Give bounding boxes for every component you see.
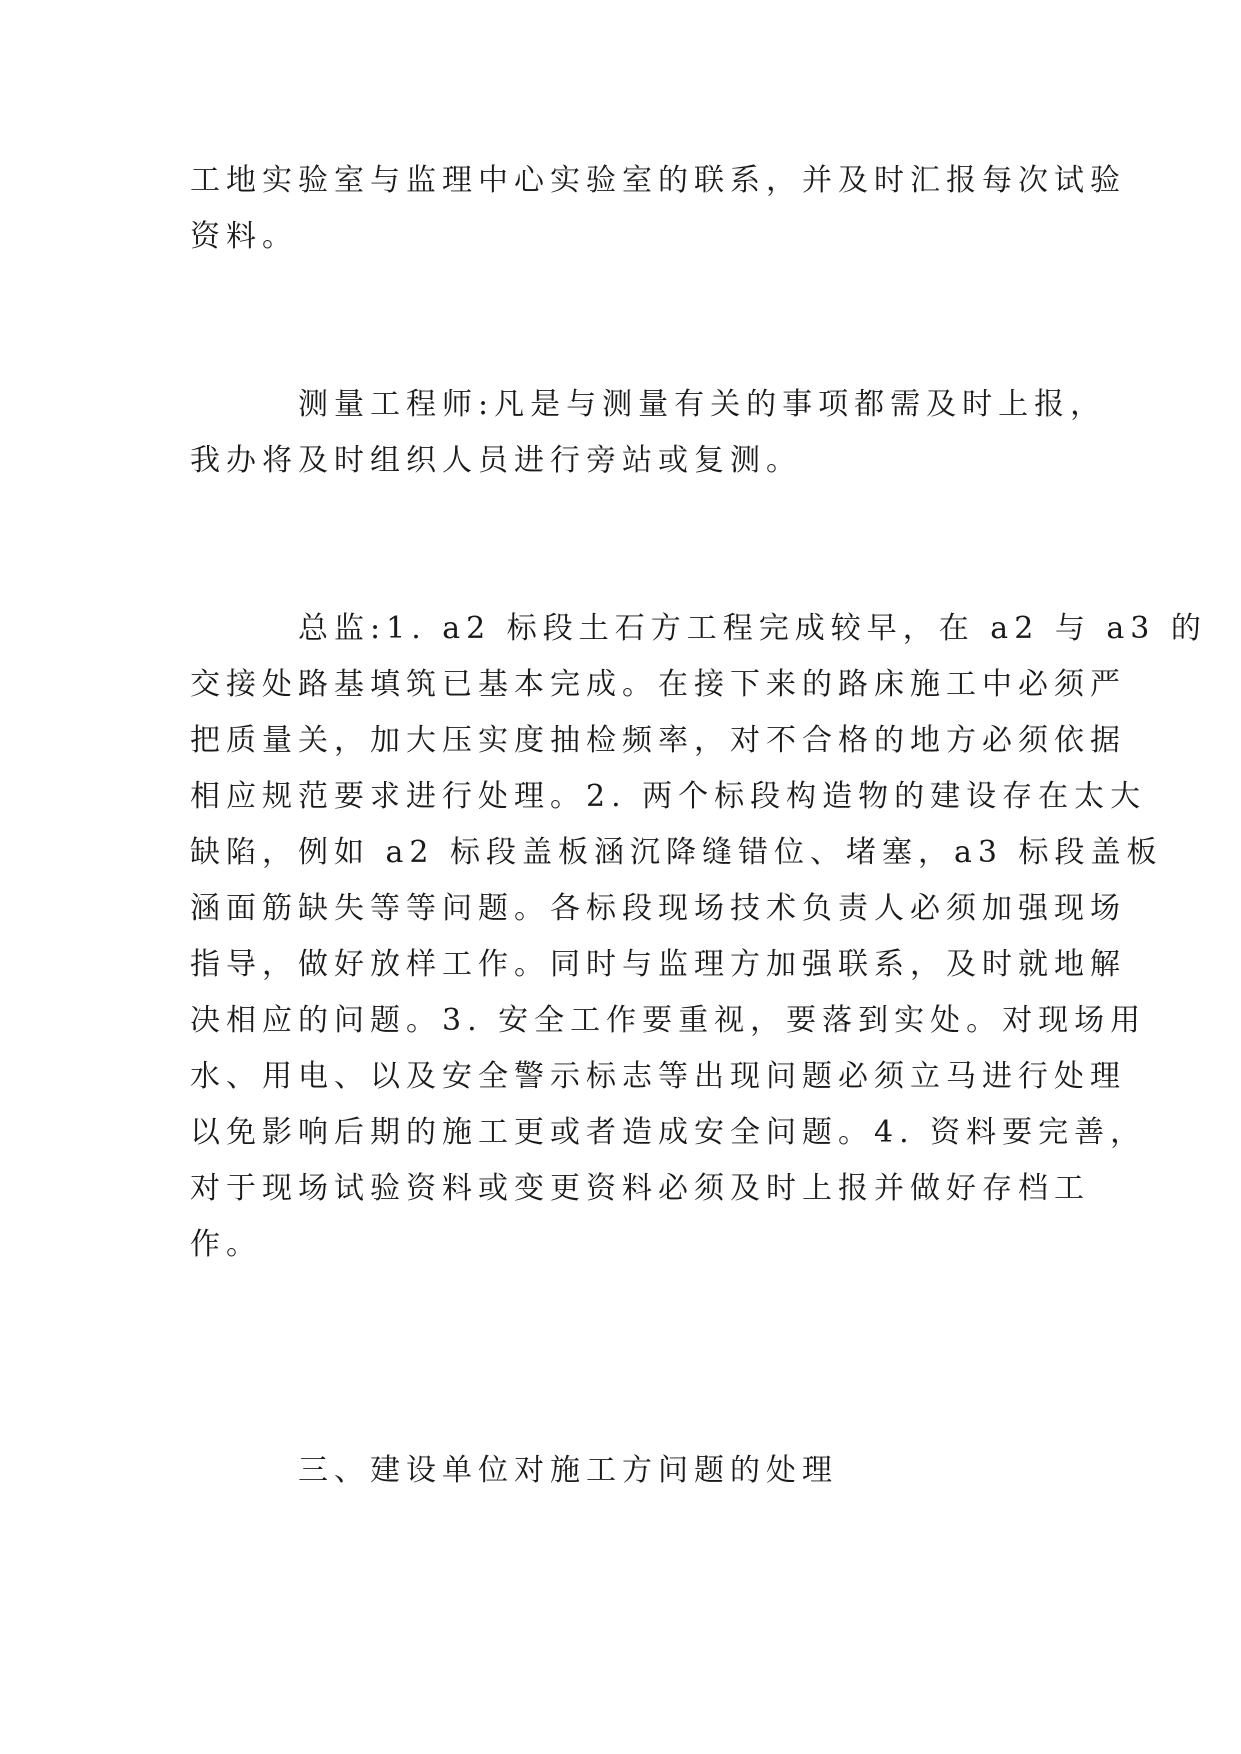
text-line: 涵面筋缺失等等问题。各标段现场技术负责人必须加强现场: [190, 891, 1126, 926]
text-line: 相应规范要求进行处理。2. 两个标段构造物的建设存在太大: [190, 779, 1147, 814]
text-line: 工地实验室与监理中心实验室的联系，并及时汇报每次试验: [190, 163, 1126, 198]
text-line: 水、用电、以及安全警示标志等出现问题必须立马进行处理: [190, 1059, 1126, 1094]
text-line: 交接处路基填筑已基本完成。在接下来的路床施工中必须严: [190, 667, 1126, 702]
text-line: 把质量关，加大压实度抽检频率，对不合格的地方必须依据: [190, 723, 1126, 758]
text-line: 指导，做好放样工作。同时与监理方加强联系，及时就地解: [190, 947, 1126, 982]
text-line: 我办将及时组织人员进行旁站或复测。: [190, 443, 802, 478]
text-line: 缺陷，例如 a2 标段盖板涵沉降缝错位、堵塞，a3 标段盖板: [190, 835, 1163, 870]
text-line: 决相应的问题。3. 安全工作要重视，要落到实处。对现场用: [190, 1003, 1147, 1038]
text-line: 测量工程师:凡是与测量有关的事项都需及时上报，: [298, 387, 1107, 422]
text-line: 总监:1. a2 标段土石方工程完成较早，在 a2 与 a3 的: [298, 611, 1207, 646]
text-line: 资料。: [190, 219, 298, 254]
text-line: 对于现场试验资料或变更资料必须及时上报并做好存档工: [190, 1171, 1090, 1206]
text-line: 作。: [190, 1227, 262, 1262]
heading-text: 三、建设单位对施工方问题的处理: [298, 1453, 838, 1488]
text-line: 以免影响后期的施工更或者造成安全问题。4. 资料要完善，: [190, 1115, 1147, 1150]
